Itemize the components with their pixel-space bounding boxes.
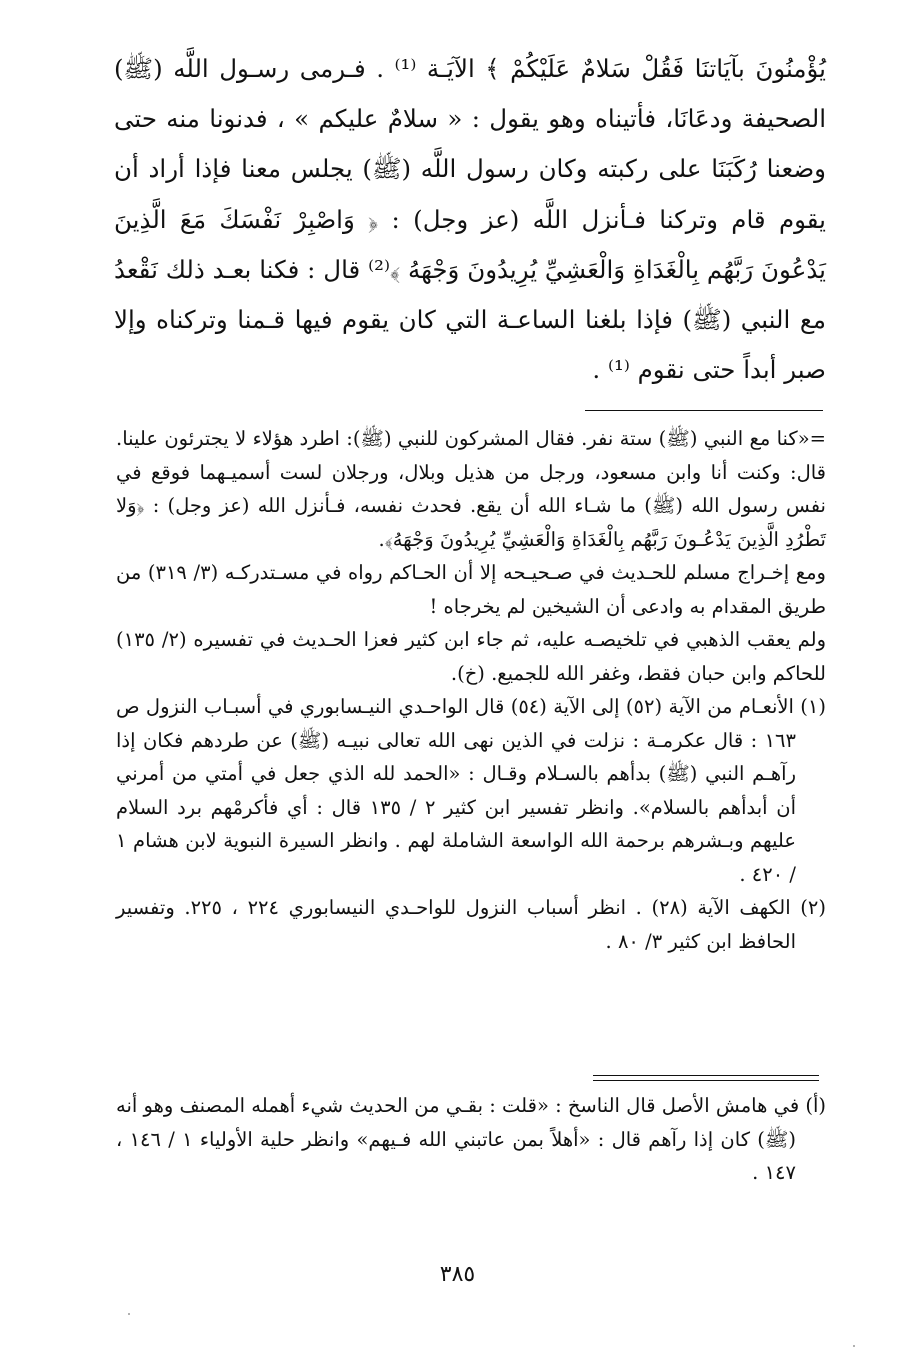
footnote-separator xyxy=(585,410,823,411)
editor-note-a: (أ) في هامش الأصل قال الناسخ : «قلت : بقـي من الحديث شيء أهمله المصنف وهو أنه (ﷺ) كان إذا رآهم قال : «أهلاً بمن عاتبني الله فـيهم» وانظر حلية الأولياء ١ / ١٤٦ ، ١٤٧ . xyxy=(116,1094,826,1184)
page-number: ٣٨٥ xyxy=(439,1262,476,1287)
footnote-continuation: =«كنا مع النبي (ﷺ) ستة نفر. فقال المشركون للنبي (ﷺ): اطرد هؤلاء لا يجترئون علينا. قال: وكنت أنا وابن مسعود، ورجل من هذيل وبلال، ورجلان لست أسميـهما فوقع في نفس رسول الله (ﷺ) ما شـاء الله أن يقع. فحدث نفسه، فـأنزل الله (عز وجل) : ﴿وَلا تَطْرُدِ الَّذِينَ يَدْعُـونَ رَبَّهُم بِالْغَدَاةِ وَالْعَشِيِّ يُرِيدُونَ وَجْهَهُ﴾. xyxy=(116,427,826,551)
scan-speck xyxy=(128,1313,130,1315)
editor-notes-section xyxy=(116,1089,826,1190)
scan-speck xyxy=(853,1345,855,1347)
main-body-text xyxy=(114,44,826,395)
footnote-1: (١) الأنعـام من الآية (٥٢) إلى الآية (٥٤) قال الواحـدي النيـسابوري في أسبـاب النزول ص ١٦٣ : قال عكرمـة : نزلت في الذين نهى الله تعالى نبيـه (ﷺ) عن طردهم فكان إذا رآهـم النبي (ﷺ) بدأهم بالسـلام وقـال : «الحمد لله الذي جعل في أمتي من أمرني أن أبدأهم بالسلام». وانظر تفسير ابن كثير ٢ / ١٣٥ قال : أي فأكرمْهم برد السلام عليهم وبـشرهم برحمة الله الواسعة الشاملة لهم . وانظر السيرة النبوية لابن هشام ١ / ٤٢٠ . xyxy=(116,695,826,886)
footnotes-section xyxy=(116,422,826,958)
double-separator-top xyxy=(593,1075,819,1076)
footnote-paragraph: ومع إخـراج مسلم للحـديث في صـحيـحه إلا أن الحـاكم رواه في مسـتدركـه (٣/ ٣١٩) من طريق المقدام به وادعى أن الشيخين لم يخرجاه ! xyxy=(116,561,826,618)
main-paragraph: يُؤْمنُونَ بآيَاتنَا فَقُلْ سَلامٌ عَلَيْكُمْ ﴾ الآيَـة ⁽¹⁾ . فـرمى رسـول اللَّه (ﷺ) الصحيفة ودعَانَا، فأتيناه وهو يقول : « سلامٌ عليكم » ، فدنونا منه حتى وضعنا رُكَبَنَا على ركبته وكان رسول اللَّه (ﷺ) يجلس معنا فإذا أراد أن يقوم قام وتركنا فـأنزل اللَّه (عز وجل) : ﴿ وَاصْبِرْ نَفْسَكَ مَعَ الَّذِينَ يَدْعُونَ رَبَّهُم بِالْغَدَاةِ وَالْعَشِيِّ يُرِيدُونَ وَجْهَهُ ﴾⁽²⁾ قال : فكنا بعـد ذلك نَقْعدُ مع النبي (ﷺ) فإذا بلغنا الساعـة التي كان يقوم فيها قـمنا وتركناه وإلا صبر أبداً حتى نقوم ⁽¹⁾ . xyxy=(114,54,826,385)
double-separator-bottom xyxy=(593,1080,819,1081)
footnote-paragraph: ولم يعقب الذهبي في تلخيصـه عليه، ثم جاء ابن كثير فعزا الحـديث في تفسيره (٢/ ١٣٥) للحاكم وابن حبان فقط، وغفر الله للجميع. (خ). xyxy=(116,628,826,685)
footnote-2: (٢) الكهف الآية (٢٨) . انظر أسباب النزول للواحـدي النيسابوري ٢٢٤ ، ٢٢٥. وتفسير الحافظ ابن كثير ٣/ ٨٠ . xyxy=(116,896,826,953)
